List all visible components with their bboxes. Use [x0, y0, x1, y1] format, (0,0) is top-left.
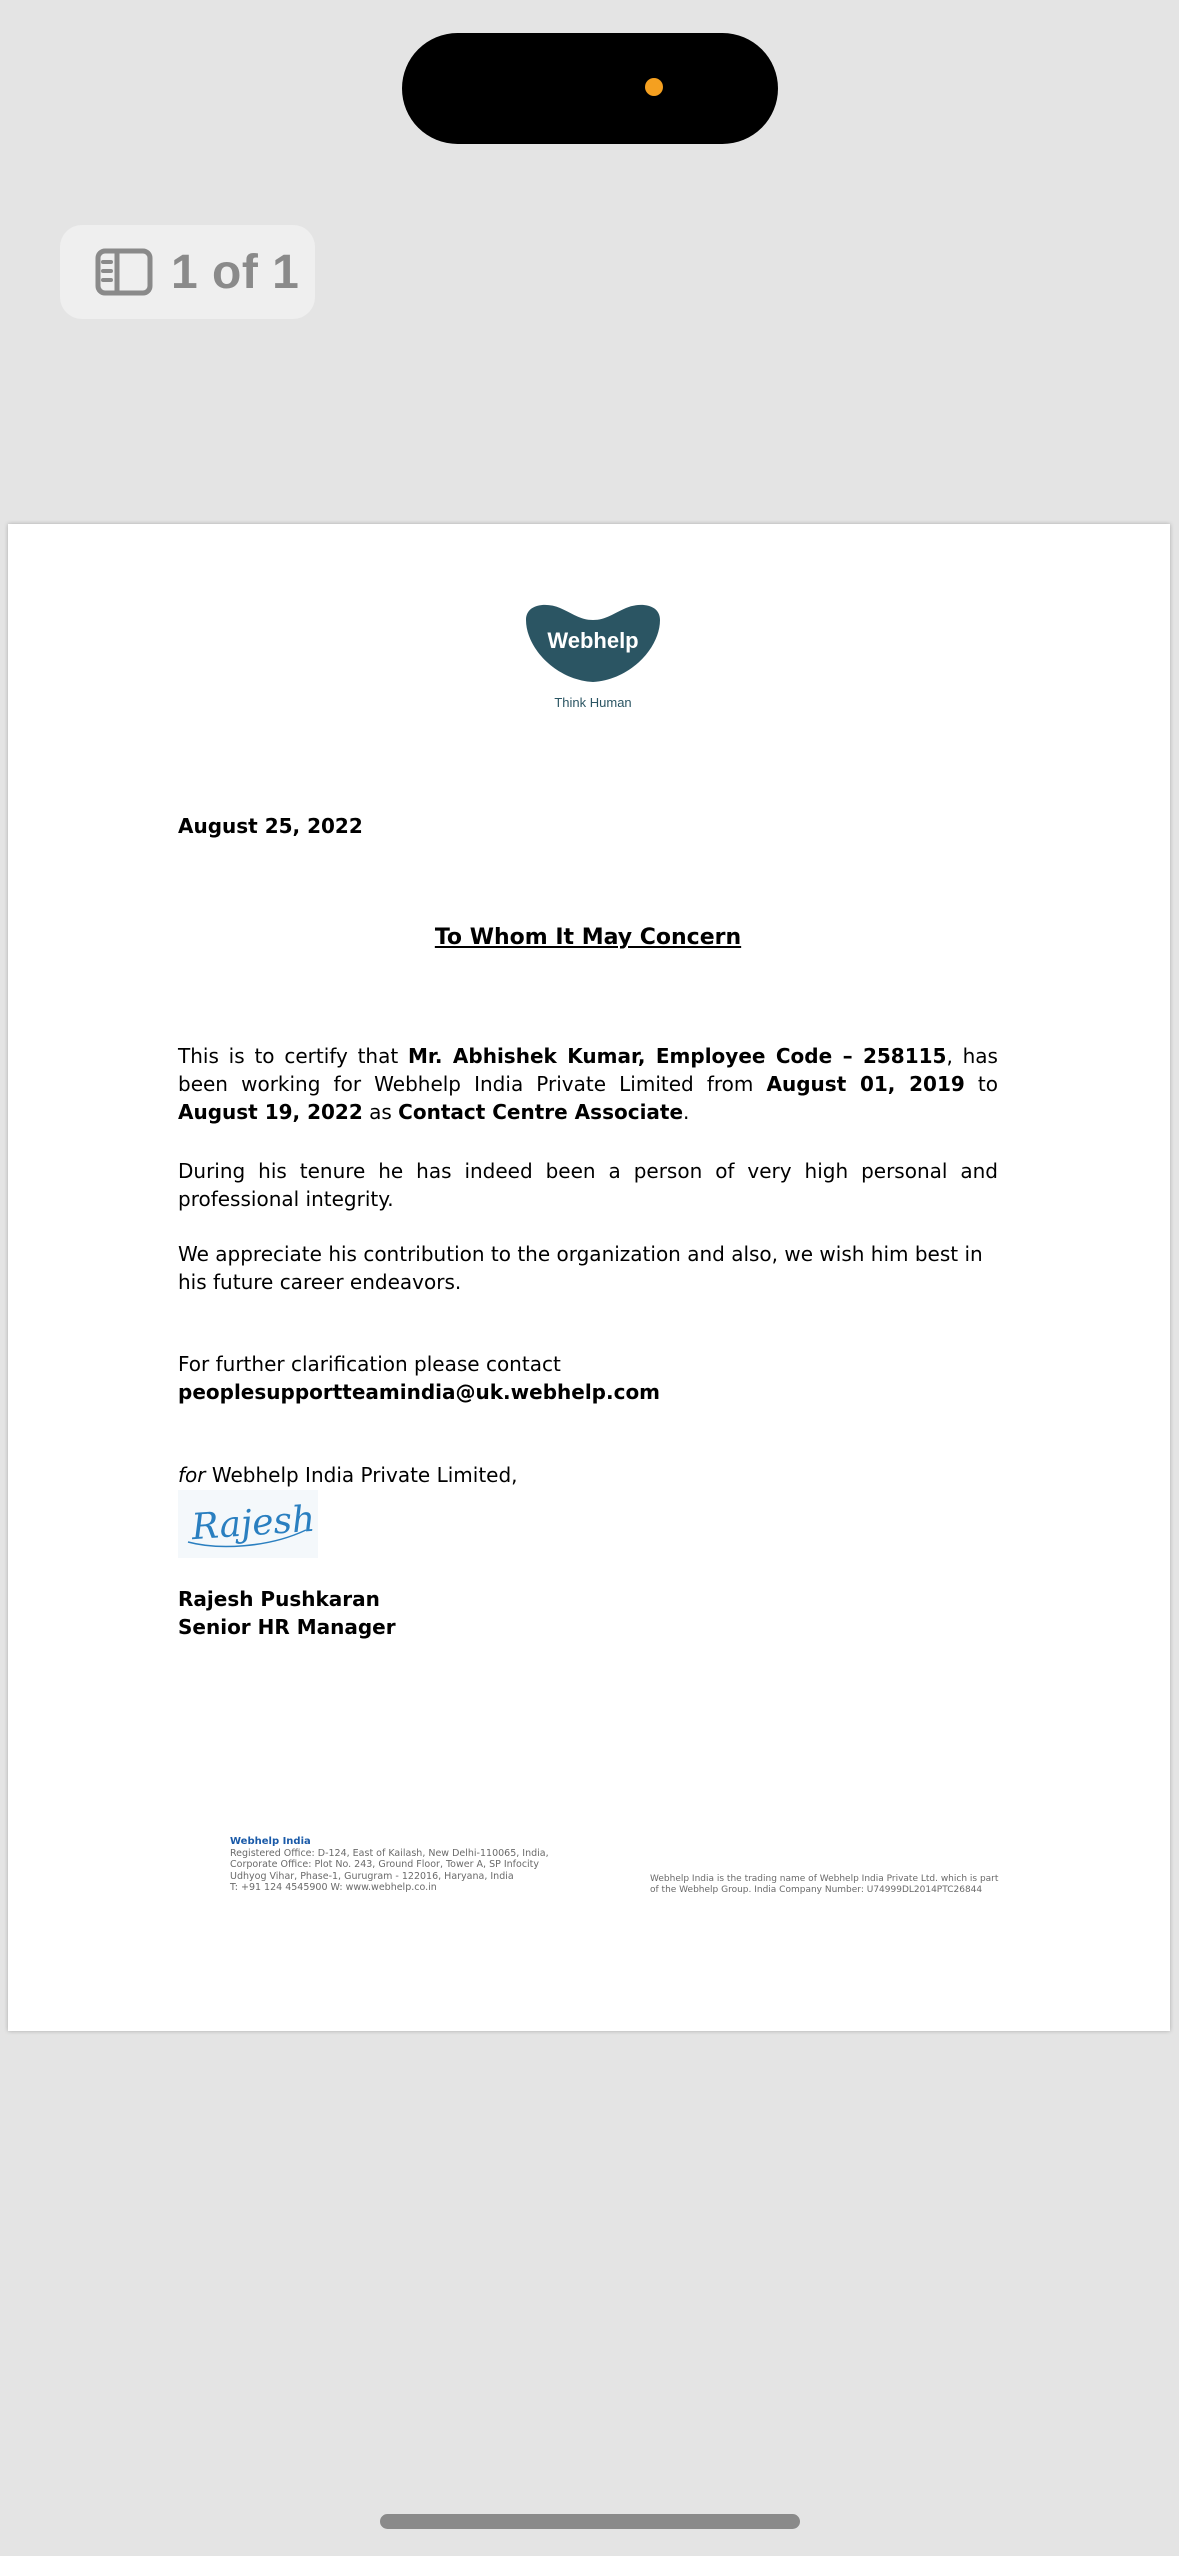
integrity-paragraph: During his tenure he has indeed been a person of very high personal and professional integrity.: [178, 1159, 998, 1211]
job-role: Contact Centre Associate: [398, 1100, 684, 1124]
footer-address: Webhelp India Registered Office: D-124, East of Kailash, New Delhi-110065, India, Corporate Office: Plot No. 243, Ground Floor, Tower A, SP Infocity Udhyog Vihar, Phase-1, Gurugram - 122016, Haryana, India T: +91 124 4545900 W: www.webhelp.co.in: [230, 1836, 640, 1894]
appreciation-paragraph: We appreciate his contribution to the organization and also, we wish him best in his future career endeavors.: [178, 1242, 983, 1294]
contact-email[interactable]: peoplesupportteamindia@uk.webhelp.com: [178, 1380, 661, 1404]
letter-date: August 25, 2022: [178, 814, 363, 838]
end-date: August 19, 2022: [178, 1100, 363, 1124]
contact-paragraph: For further clarification please contact peoplesupportteamindia@uk.webhelp.com: [178, 1352, 661, 1404]
camera-indicator-dot: [645, 78, 663, 96]
dynamic-island: [402, 33, 778, 144]
logo-wordmark: Webhelp: [547, 628, 639, 653]
closing-line: for Webhelp India Private Limited,: [178, 1463, 518, 1487]
signatory-name: Rajesh Pushkaran: [178, 1587, 380, 1611]
document-page: [8, 524, 1170, 2031]
start-date: August 01, 2019: [766, 1072, 965, 1096]
home-indicator[interactable]: [380, 2514, 800, 2529]
signatory-title: Senior HR Manager: [178, 1615, 396, 1639]
letter-heading: To Whom It May Concern: [434, 925, 742, 950]
logo-tagline: Think Human: [554, 695, 632, 710]
sidebar-icon: [95, 248, 153, 296]
signatory-block: [178, 1585, 998, 1641]
certification-paragraph: This is to certify that Mr. Abhishek Kumar, Employee Code – 258115, has been working for Webhelp India Private Limited from August 01, 2019 to August 19, 2022 as Contact Centre Associate.: [178, 1044, 998, 1124]
webhelp-logo: [518, 602, 668, 692]
signature: [178, 1490, 318, 1558]
page-indicator[interactable]: [60, 225, 315, 319]
svg-text:Rajesh: Rajesh: [190, 1498, 317, 1549]
page-counter: 1 of 1: [171, 245, 300, 299]
footer-company: Webhelp India: [230, 1836, 311, 1847]
employee-name: Mr. Abhishek Kumar, Employee Code – 258115: [408, 1044, 947, 1068]
footer-legal: Webhelp India is the trading name of Webhelp India Private Ltd. which is part of the Webhelp Group. India Company Number: U74999DL2014PTC26844: [650, 1874, 999, 1895]
